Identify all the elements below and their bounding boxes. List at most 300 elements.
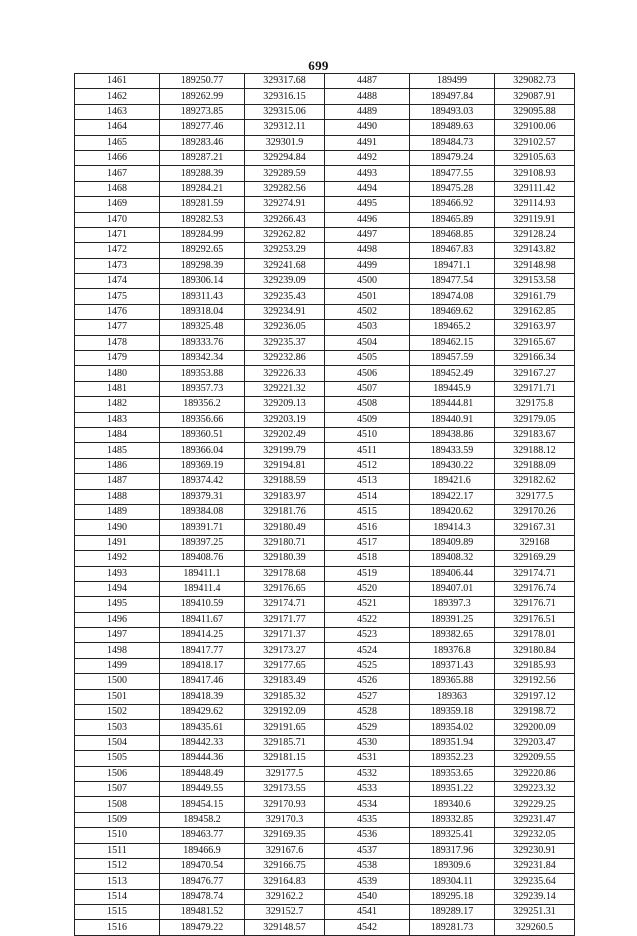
point-number-cell: 1475 <box>75 289 160 304</box>
x-coordinate-cell: 189250.77 <box>160 74 245 89</box>
x-coordinate-cell: 189332.85 <box>410 812 495 827</box>
y-coordinate-cell: 329198.72 <box>495 705 575 720</box>
point-number-cell: 4531 <box>325 751 410 766</box>
y-coordinate-cell: 329177.5 <box>245 766 325 781</box>
point-number-cell: 1465 <box>75 135 160 150</box>
y-coordinate-cell: 329221.32 <box>245 381 325 396</box>
x-coordinate-cell: 189411.4 <box>160 581 245 596</box>
y-coordinate-cell: 329239.14 <box>495 889 575 904</box>
y-coordinate-cell: 329178.68 <box>245 566 325 581</box>
table-row <box>75 520 575 535</box>
coordinates-table <box>74 73 575 936</box>
y-coordinate-cell: 329176.74 <box>495 581 575 596</box>
y-coordinate-cell: 329087.91 <box>495 89 575 104</box>
point-number-cell: 1495 <box>75 597 160 612</box>
x-coordinate-cell: 189440.91 <box>410 412 495 427</box>
table-row <box>75 566 575 581</box>
y-coordinate-cell: 329234.91 <box>245 304 325 319</box>
y-coordinate-cell: 329161.79 <box>495 289 575 304</box>
x-coordinate-cell: 189406.44 <box>410 566 495 581</box>
point-number-cell: 4512 <box>325 458 410 473</box>
x-coordinate-cell: 189462.15 <box>410 335 495 350</box>
point-number-cell: 1473 <box>75 258 160 273</box>
point-number-cell: 1461 <box>75 74 160 89</box>
table-row <box>75 812 575 827</box>
table-row <box>75 227 575 242</box>
x-coordinate-cell: 189382.65 <box>410 628 495 643</box>
point-number-cell: 4535 <box>325 812 410 827</box>
point-number-cell: 1482 <box>75 397 160 412</box>
y-coordinate-cell: 329236.05 <box>245 320 325 335</box>
table-row <box>75 258 575 273</box>
table-row <box>75 274 575 289</box>
point-number-cell: 1478 <box>75 335 160 350</box>
table-row <box>75 412 575 427</box>
point-number-cell: 4513 <box>325 474 410 489</box>
page-number: 699 <box>308 58 329 73</box>
point-number-cell: 4489 <box>325 104 410 119</box>
point-number-cell: 4495 <box>325 197 410 212</box>
y-coordinate-cell: 329102.57 <box>495 135 575 150</box>
y-coordinate-cell: 329180.71 <box>245 535 325 550</box>
y-coordinate-cell: 329174.71 <box>245 597 325 612</box>
x-coordinate-cell: 189457.59 <box>410 351 495 366</box>
point-number-cell: 1501 <box>75 689 160 704</box>
point-number-cell: 1512 <box>75 858 160 873</box>
y-coordinate-cell: 329176.65 <box>245 581 325 596</box>
y-coordinate-cell: 329148.98 <box>495 258 575 273</box>
x-coordinate-cell: 189359.18 <box>410 705 495 720</box>
point-number-cell: 4494 <box>325 181 410 196</box>
x-coordinate-cell: 189360.51 <box>160 427 245 442</box>
x-coordinate-cell: 189477.54 <box>410 274 495 289</box>
y-coordinate-cell: 329230.91 <box>495 843 575 858</box>
x-coordinate-cell: 189352.23 <box>410 751 495 766</box>
table-row <box>75 243 575 258</box>
point-number-cell: 4537 <box>325 843 410 858</box>
point-number-cell: 4492 <box>325 150 410 165</box>
y-coordinate-cell: 329231.47 <box>495 812 575 827</box>
point-number-cell: 1490 <box>75 520 160 535</box>
y-coordinate-cell: 329274.91 <box>245 197 325 212</box>
point-number-cell: 1462 <box>75 89 160 104</box>
point-number-cell: 1491 <box>75 535 160 550</box>
table-row <box>75 458 575 473</box>
x-coordinate-cell: 189479.22 <box>160 920 245 935</box>
x-coordinate-cell: 189353.65 <box>410 766 495 781</box>
y-coordinate-cell: 329177.5 <box>495 489 575 504</box>
x-coordinate-cell: 189340.6 <box>410 797 495 812</box>
point-number-cell: 4538 <box>325 858 410 873</box>
point-number-cell: 1471 <box>75 227 160 242</box>
point-number-cell: 4517 <box>325 535 410 550</box>
x-coordinate-cell: 189444.36 <box>160 751 245 766</box>
point-number-cell: 1472 <box>75 243 160 258</box>
x-coordinate-cell: 189356.66 <box>160 412 245 427</box>
y-coordinate-cell: 329180.39 <box>245 551 325 566</box>
y-coordinate-cell: 329260.5 <box>495 920 575 935</box>
x-coordinate-cell: 189438.86 <box>410 427 495 442</box>
point-number-cell: 4501 <box>325 289 410 304</box>
point-number-cell: 1503 <box>75 720 160 735</box>
y-coordinate-cell: 329185.32 <box>245 689 325 704</box>
table-row <box>75 705 575 720</box>
x-coordinate-cell: 189309.6 <box>410 858 495 873</box>
point-number-cell: 4510 <box>325 427 410 442</box>
y-coordinate-cell: 329301.9 <box>245 135 325 150</box>
x-coordinate-cell: 189273.85 <box>160 104 245 119</box>
y-coordinate-cell: 329183.49 <box>245 674 325 689</box>
y-coordinate-cell: 329262.82 <box>245 227 325 242</box>
y-coordinate-cell: 329148.57 <box>245 920 325 935</box>
x-coordinate-cell: 189318.04 <box>160 304 245 319</box>
point-number-cell: 4499 <box>325 258 410 273</box>
y-coordinate-cell: 329235.64 <box>495 874 575 889</box>
table-row <box>75 304 575 319</box>
x-coordinate-cell: 189414.25 <box>160 628 245 643</box>
x-coordinate-cell: 189284.99 <box>160 227 245 242</box>
point-number-cell: 4496 <box>325 212 410 227</box>
y-coordinate-cell: 329171.37 <box>245 628 325 643</box>
x-coordinate-cell: 189468.85 <box>410 227 495 242</box>
point-number-cell: 1500 <box>75 674 160 689</box>
point-number-cell: 1499 <box>75 658 160 673</box>
x-coordinate-cell: 189497.84 <box>410 89 495 104</box>
y-coordinate-cell: 329176.51 <box>495 612 575 627</box>
y-coordinate-cell: 329167.31 <box>495 520 575 535</box>
point-number-cell: 4528 <box>325 705 410 720</box>
table-row <box>75 289 575 304</box>
table-row <box>75 351 575 366</box>
x-coordinate-cell: 189408.76 <box>160 551 245 566</box>
table-row <box>75 689 575 704</box>
point-number-cell: 1488 <box>75 489 160 504</box>
x-coordinate-cell: 189430.22 <box>410 458 495 473</box>
table-row <box>75 427 575 442</box>
point-number-cell: 1516 <box>75 920 160 935</box>
y-coordinate-cell: 329168 <box>495 535 575 550</box>
x-coordinate-cell: 189283.46 <box>160 135 245 150</box>
point-number-cell: 4525 <box>325 658 410 673</box>
table-row <box>75 905 575 920</box>
y-coordinate-cell: 329194.81 <box>245 458 325 473</box>
x-coordinate-cell: 189306.14 <box>160 274 245 289</box>
x-coordinate-cell: 189458.2 <box>160 812 245 827</box>
x-coordinate-cell: 189433.59 <box>410 443 495 458</box>
table-row <box>75 212 575 227</box>
y-coordinate-cell: 329152.7 <box>245 905 325 920</box>
x-coordinate-cell: 189420.62 <box>410 504 495 519</box>
x-coordinate-cell: 189369.19 <box>160 458 245 473</box>
point-number-cell: 1486 <box>75 458 160 473</box>
y-coordinate-cell: 329143.82 <box>495 243 575 258</box>
point-number-cell: 4540 <box>325 889 410 904</box>
x-coordinate-cell: 189317.96 <box>410 843 495 858</box>
x-coordinate-cell: 189397.25 <box>160 535 245 550</box>
x-coordinate-cell: 189379.31 <box>160 489 245 504</box>
y-coordinate-cell: 329105.63 <box>495 150 575 165</box>
table-row <box>75 443 575 458</box>
x-coordinate-cell: 189445.9 <box>410 381 495 396</box>
y-coordinate-cell: 329170.3 <box>245 812 325 827</box>
y-coordinate-cell: 329100.06 <box>495 120 575 135</box>
y-coordinate-cell: 329177.65 <box>245 658 325 673</box>
point-number-cell: 4504 <box>325 335 410 350</box>
point-number-cell: 1504 <box>75 735 160 750</box>
table-row <box>75 504 575 519</box>
y-coordinate-cell: 329241.68 <box>245 258 325 273</box>
table-row <box>75 843 575 858</box>
y-coordinate-cell: 329226.33 <box>245 366 325 381</box>
x-coordinate-cell: 189418.17 <box>160 658 245 673</box>
x-coordinate-cell: 189333.76 <box>160 335 245 350</box>
x-coordinate-cell: 189351.94 <box>410 735 495 750</box>
table-row <box>75 658 575 673</box>
table-row <box>75 89 575 104</box>
point-number-cell: 4542 <box>325 920 410 935</box>
x-coordinate-cell: 189356.2 <box>160 397 245 412</box>
x-coordinate-cell: 189409.89 <box>410 535 495 550</box>
point-number-cell: 1497 <box>75 628 160 643</box>
point-number-cell: 1509 <box>75 812 160 827</box>
x-coordinate-cell: 189325.48 <box>160 320 245 335</box>
table-row <box>75 751 575 766</box>
x-coordinate-cell: 189282.53 <box>160 212 245 227</box>
y-coordinate-cell: 329251.31 <box>495 905 575 920</box>
table-row <box>75 581 575 596</box>
table-row <box>75 828 575 843</box>
y-coordinate-cell: 329095.88 <box>495 104 575 119</box>
table-row <box>75 150 575 165</box>
y-coordinate-cell: 329169.29 <box>495 551 575 566</box>
point-number-cell: 1483 <box>75 412 160 427</box>
y-coordinate-cell: 329108.93 <box>495 166 575 181</box>
point-number-cell: 4541 <box>325 905 410 920</box>
y-coordinate-cell: 329176.71 <box>495 597 575 612</box>
x-coordinate-cell: 189466.92 <box>410 197 495 212</box>
y-coordinate-cell: 329182.62 <box>495 474 575 489</box>
table-row <box>75 104 575 119</box>
point-number-cell: 1506 <box>75 766 160 781</box>
x-coordinate-cell: 189469.62 <box>410 304 495 319</box>
x-coordinate-cell: 189376.8 <box>410 643 495 658</box>
point-number-cell: 1484 <box>75 427 160 442</box>
table-row <box>75 120 575 135</box>
point-number-cell: 4534 <box>325 797 410 812</box>
point-number-cell: 1464 <box>75 120 160 135</box>
point-number-cell: 4539 <box>325 874 410 889</box>
y-coordinate-cell: 329163.97 <box>495 320 575 335</box>
table-row <box>75 181 575 196</box>
point-number-cell: 4497 <box>325 227 410 242</box>
y-coordinate-cell: 329128.24 <box>495 227 575 242</box>
y-coordinate-cell: 329266.43 <box>245 212 325 227</box>
y-coordinate-cell: 329170.26 <box>495 504 575 519</box>
x-coordinate-cell: 189262.99 <box>160 89 245 104</box>
y-coordinate-cell: 329175.8 <box>495 397 575 412</box>
x-coordinate-cell: 189481.52 <box>160 905 245 920</box>
y-coordinate-cell: 329181.76 <box>245 504 325 519</box>
point-number-cell: 4527 <box>325 689 410 704</box>
point-number-cell: 1476 <box>75 304 160 319</box>
point-number-cell: 4491 <box>325 135 410 150</box>
x-coordinate-cell: 189365.88 <box>410 674 495 689</box>
table-row <box>75 920 575 935</box>
table-row <box>75 628 575 643</box>
x-coordinate-cell: 189366.04 <box>160 443 245 458</box>
x-coordinate-cell: 189467.83 <box>410 243 495 258</box>
point-number-cell: 4519 <box>325 566 410 581</box>
x-coordinate-cell: 189414.3 <box>410 520 495 535</box>
y-coordinate-cell: 329253.29 <box>245 243 325 258</box>
point-number-cell: 4518 <box>325 551 410 566</box>
x-coordinate-cell: 189429.62 <box>160 705 245 720</box>
x-coordinate-cell: 189417.46 <box>160 674 245 689</box>
point-number-cell: 4502 <box>325 304 410 319</box>
point-number-cell: 4522 <box>325 612 410 627</box>
point-number-cell: 4500 <box>325 274 410 289</box>
point-number-cell: 4507 <box>325 381 410 396</box>
table-row <box>75 135 575 150</box>
table-row <box>75 551 575 566</box>
point-number-cell: 1479 <box>75 351 160 366</box>
point-number-cell: 4493 <box>325 166 410 181</box>
y-coordinate-cell: 329200.09 <box>495 720 575 735</box>
table-row <box>75 474 575 489</box>
x-coordinate-cell: 189418.39 <box>160 689 245 704</box>
y-coordinate-cell: 329185.71 <box>245 735 325 750</box>
point-number-cell: 1467 <box>75 166 160 181</box>
x-coordinate-cell: 189374.42 <box>160 474 245 489</box>
x-coordinate-cell: 189463.77 <box>160 828 245 843</box>
x-coordinate-cell: 189410.59 <box>160 597 245 612</box>
y-coordinate-cell: 329082.73 <box>495 74 575 89</box>
point-number-cell: 4506 <box>325 366 410 381</box>
y-coordinate-cell: 329192.56 <box>495 674 575 689</box>
x-coordinate-cell: 189475.28 <box>410 181 495 196</box>
y-coordinate-cell: 329232.05 <box>495 828 575 843</box>
x-coordinate-cell: 189411.1 <box>160 566 245 581</box>
y-coordinate-cell: 329203.19 <box>245 412 325 427</box>
y-coordinate-cell: 329209.55 <box>495 751 575 766</box>
x-coordinate-cell: 189478.74 <box>160 889 245 904</box>
point-number-cell: 4516 <box>325 520 410 535</box>
x-coordinate-cell: 189357.73 <box>160 381 245 396</box>
y-coordinate-cell: 329192.09 <box>245 705 325 720</box>
table-row <box>75 612 575 627</box>
table-row <box>75 166 575 181</box>
point-number-cell: 1511 <box>75 843 160 858</box>
point-number-cell: 1508 <box>75 797 160 812</box>
point-number-cell: 1468 <box>75 181 160 196</box>
x-coordinate-cell: 189471.1 <box>410 258 495 273</box>
x-coordinate-cell: 189421.6 <box>410 474 495 489</box>
y-coordinate-cell: 329239.09 <box>245 274 325 289</box>
y-coordinate-cell: 329167.27 <box>495 366 575 381</box>
point-number-cell: 1487 <box>75 474 160 489</box>
point-number-cell: 1498 <box>75 643 160 658</box>
y-coordinate-cell: 329294.84 <box>245 150 325 165</box>
x-coordinate-cell: 189477.55 <box>410 166 495 181</box>
x-coordinate-cell: 189384.08 <box>160 504 245 519</box>
x-coordinate-cell: 189408.32 <box>410 551 495 566</box>
y-coordinate-cell: 329282.56 <box>245 181 325 196</box>
x-coordinate-cell: 189363 <box>410 689 495 704</box>
y-coordinate-cell: 329173.55 <box>245 781 325 796</box>
point-number-cell: 1489 <box>75 504 160 519</box>
y-coordinate-cell: 329197.12 <box>495 689 575 704</box>
x-coordinate-cell: 189435.61 <box>160 720 245 735</box>
x-coordinate-cell: 189311.43 <box>160 289 245 304</box>
table-row <box>75 858 575 873</box>
x-coordinate-cell: 189476.77 <box>160 874 245 889</box>
table-row <box>75 735 575 750</box>
x-coordinate-cell: 189444.81 <box>410 397 495 412</box>
point-number-cell: 4524 <box>325 643 410 658</box>
point-number-cell: 4498 <box>325 243 410 258</box>
x-coordinate-cell: 189465.2 <box>410 320 495 335</box>
point-number-cell: 1466 <box>75 150 160 165</box>
x-coordinate-cell: 189449.55 <box>160 781 245 796</box>
x-coordinate-cell: 189411.67 <box>160 612 245 627</box>
table-row <box>75 643 575 658</box>
x-coordinate-cell: 189499 <box>410 74 495 89</box>
point-number-cell: 1485 <box>75 443 160 458</box>
point-number-cell: 4533 <box>325 781 410 796</box>
y-coordinate-cell: 329171.77 <box>245 612 325 627</box>
point-number-cell: 1493 <box>75 566 160 581</box>
table-row <box>75 320 575 335</box>
x-coordinate-cell: 189295.18 <box>410 889 495 904</box>
x-coordinate-cell: 189292.65 <box>160 243 245 258</box>
table-row <box>75 489 575 504</box>
y-coordinate-cell: 329229.25 <box>495 797 575 812</box>
y-coordinate-cell: 329188.59 <box>245 474 325 489</box>
y-coordinate-cell: 329203.47 <box>495 735 575 750</box>
point-number-cell: 4520 <box>325 581 410 596</box>
y-coordinate-cell: 329183.97 <box>245 489 325 504</box>
y-coordinate-cell: 329317.68 <box>245 74 325 89</box>
x-coordinate-cell: 189465.89 <box>410 212 495 227</box>
y-coordinate-cell: 329165.67 <box>495 335 575 350</box>
x-coordinate-cell: 189407.01 <box>410 581 495 596</box>
point-number-cell: 4511 <box>325 443 410 458</box>
point-number-cell: 1492 <box>75 551 160 566</box>
point-number-cell: 1505 <box>75 751 160 766</box>
x-coordinate-cell: 189298.39 <box>160 258 245 273</box>
point-number-cell: 1481 <box>75 381 160 396</box>
y-coordinate-cell: 329185.93 <box>495 658 575 673</box>
x-coordinate-cell: 189484.73 <box>410 135 495 150</box>
y-coordinate-cell: 329153.58 <box>495 274 575 289</box>
table-row <box>75 597 575 612</box>
x-coordinate-cell: 189417.77 <box>160 643 245 658</box>
y-coordinate-cell: 329181.15 <box>245 751 325 766</box>
y-coordinate-cell: 329289.59 <box>245 166 325 181</box>
point-number-cell: 4521 <box>325 597 410 612</box>
y-coordinate-cell: 329170.93 <box>245 797 325 812</box>
y-coordinate-cell: 329179.05 <box>495 412 575 427</box>
y-coordinate-cell: 329119.91 <box>495 212 575 227</box>
y-coordinate-cell: 329316.15 <box>245 89 325 104</box>
point-number-cell: 1514 <box>75 889 160 904</box>
x-coordinate-cell: 189474.08 <box>410 289 495 304</box>
y-coordinate-cell: 329166.75 <box>245 858 325 873</box>
point-number-cell: 4530 <box>325 735 410 750</box>
y-coordinate-cell: 329111.42 <box>495 181 575 196</box>
point-number-cell: 4515 <box>325 504 410 519</box>
point-number-cell: 4532 <box>325 766 410 781</box>
